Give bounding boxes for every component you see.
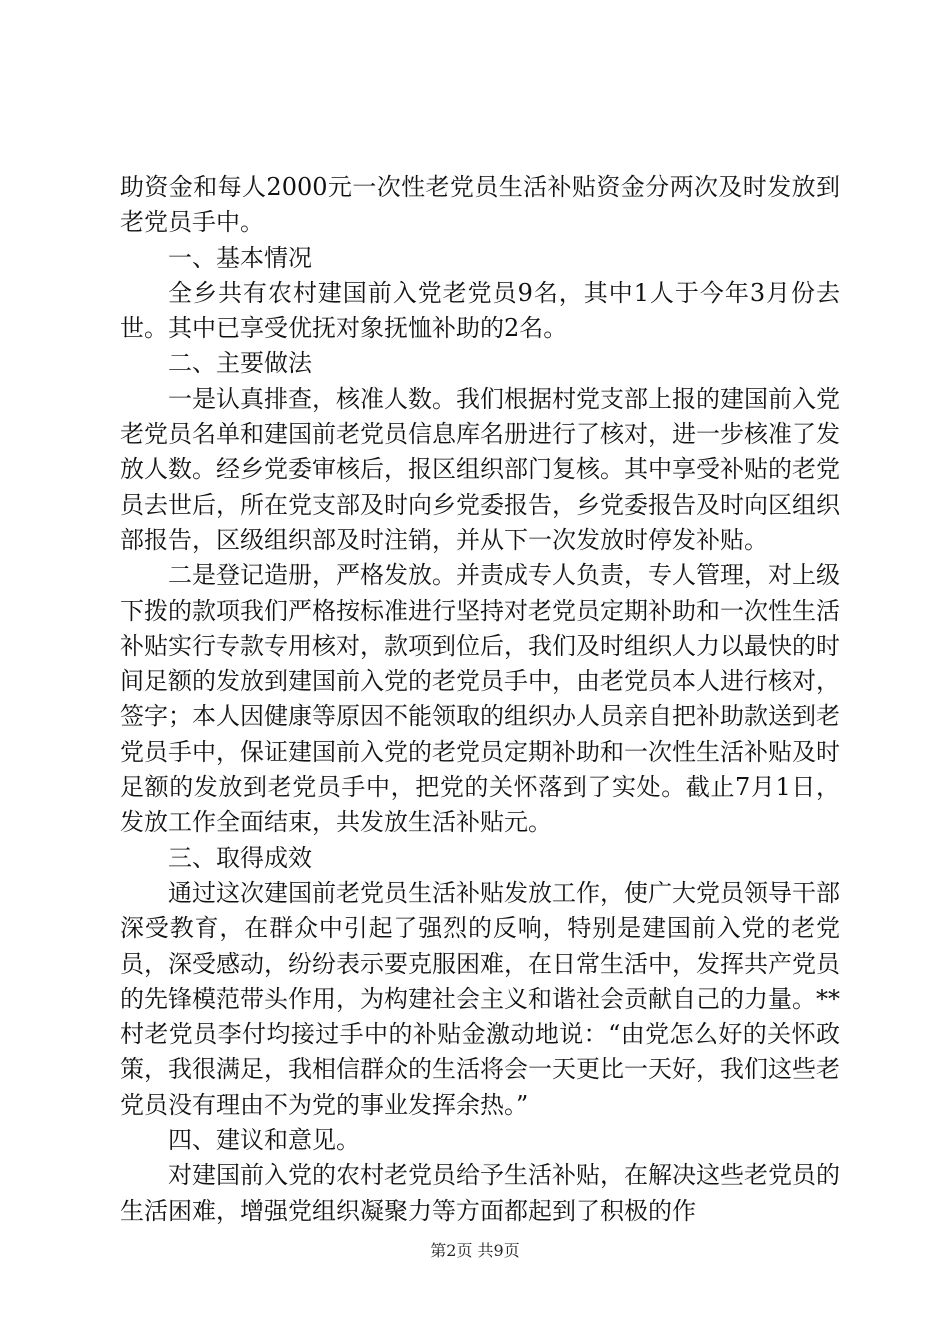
section-heading-main-practices: 二、主要做法 xyxy=(168,349,312,378)
section-heading-suggestions: 四、建议和意见。 xyxy=(168,1126,360,1155)
paragraph-verify-numbers: 一是认真排查，核准人数。我们根据村党支部上报的建国前入党老党员名单和建国前老党员信息库名册进行了核对，进一步核准了发放人数。经乡党委审核后，报区组织部门复核。其中享受补贴的老党员去世后，所在党支部及时向乡党委报告，乡党委报告及时向区组织部报告，区级组织部及时注销，并从下一次发放时停发补贴。 xyxy=(120,384,840,554)
paragraph-basic-situation: 全乡共有农村建国前入党老党员9名，其中1人于今年3月份去世。其中已享受优抚对象抚恤补助的2名。 xyxy=(120,278,840,343)
paragraph-register-distribute: 二是登记造册，严格发放。并责成专人负责，专人管理，对上级下拨的款项我们严格按标准进行坚持对老党员定期补助和一次性生活补贴实行专款专用核对，款项到位后，我们及时组织人力以最快的时间足额的发放到建国前入党的老党员手中，由老党员本人进行核对，签字；本人因健康等原因不能领取的组织办人员亲自把补助款送到老党员手中，保证建国前入党的老党员定期补助和一次性生活补贴及时足额的发放到老党员手中，把党的关怀落到了实处。截止7月1日，发放工作全面结束，共发放生活补贴元。 xyxy=(120,561,840,837)
section-heading-basic-situation: 一、基本情况 xyxy=(168,243,312,272)
page-number-footer: 第2页 共9页 xyxy=(430,1241,520,1260)
paragraph-achievements: 通过这次建国前老党员生活补贴发放工作，使广大党员领导干部深受教育，在群众中引起了强烈的反响，特别是建国前入党的老党员，深受感动，纷纷表示要克服困难，在日常生活中，发挥共产党员的先锋模范带头作用，为构建社会主义和谐社会贡献自己的力量。**村老党员李付均接过手中的补贴金激动地说：“由党怎么好的关怀政策，我很满足，我相信群众的生活将会一天更比一天好，我们这些老党员没有理由不为党的事业发挥余热。” xyxy=(120,878,840,1119)
paragraph-continuation: 助资金和每人2000元一次性老党员生活补贴资金分两次及时发放到老党员手中。 xyxy=(120,173,840,237)
paragraph-suggestions: 对建国前入党的农村老党员给予生活补贴，在解决这些老党员的生活困难，增强党组织凝聚力等方面都起到了积极的作 xyxy=(120,1161,840,1225)
document-body xyxy=(120,170,840,1229)
section-heading-achievements: 三、取得成效 xyxy=(168,843,312,872)
